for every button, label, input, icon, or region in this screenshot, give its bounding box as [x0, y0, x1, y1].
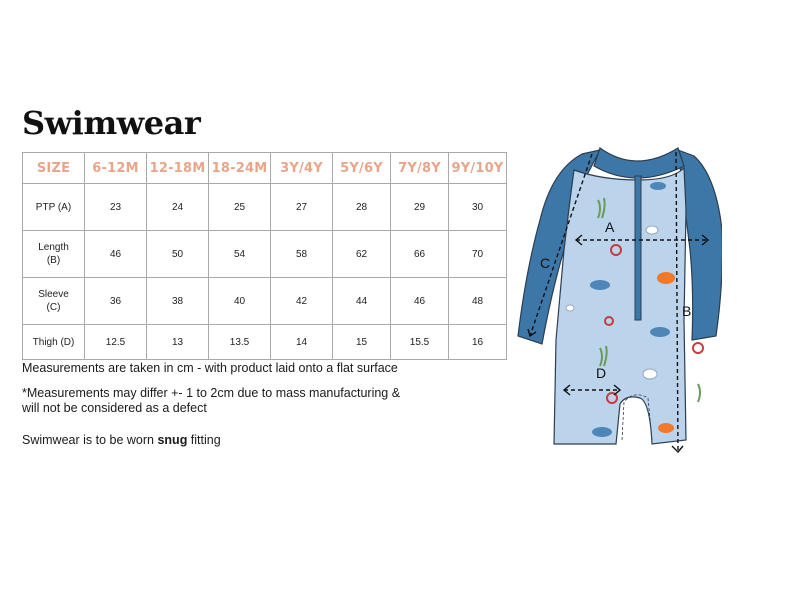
row-label: [23, 231, 85, 278]
table-cell: 23: [85, 184, 147, 231]
header-6-12m: 6-12M: [85, 153, 147, 184]
fit-note: [22, 433, 221, 448]
label-c: C: [540, 255, 551, 271]
life-ring-print: [693, 343, 703, 353]
table-cell: 48: [449, 278, 507, 325]
table-cell: 27: [271, 184, 333, 231]
whale-print: [590, 280, 610, 290]
whale-print: [650, 327, 670, 337]
collar: [594, 148, 684, 178]
header-3y-4y: 3Y/4Y: [271, 153, 333, 184]
variance-note-line1: *Measurements may differ +- 1 to 2cm due to mass manufacturing &: [22, 386, 401, 400]
row-label-line2: (B): [46, 255, 61, 266]
row-label-line1: Sleeve: [38, 289, 69, 300]
row-label-line2: (C): [46, 302, 61, 313]
measurement-note: Measurements are taken in cm - with product laid onto a flat surface: [22, 361, 398, 375]
variance-note: [22, 386, 400, 416]
table-header-row: [23, 153, 507, 184]
table-cell: 38: [147, 278, 209, 325]
header-12-18m: 12-18M: [147, 153, 209, 184]
header-18-24m: 18-24M: [209, 153, 271, 184]
table-cell: 66: [391, 231, 449, 278]
table-cell: 46: [85, 231, 147, 278]
variance-note-line2: will not be considered as a defect: [22, 401, 207, 415]
label-d: D: [596, 365, 607, 381]
table-cell: 15.5: [391, 325, 449, 360]
table-cell: 54: [209, 231, 271, 278]
row-label-line1: Length: [38, 242, 69, 253]
table-cell: 58: [271, 231, 333, 278]
size-chart-table: [22, 152, 507, 360]
table-cell: 14: [271, 325, 333, 360]
label-b: B: [682, 303, 692, 319]
zipper: [635, 176, 641, 320]
fish-print: [657, 272, 675, 284]
table-row-length: [23, 231, 507, 278]
table-cell: 24: [147, 184, 209, 231]
table-cell: 13: [147, 325, 209, 360]
table-row-sleeve: [23, 278, 507, 325]
header-size: SIZE: [23, 153, 85, 184]
row-label: [23, 278, 85, 325]
fit-note-bold: snug: [157, 433, 188, 447]
table-cell: 50: [147, 231, 209, 278]
row-label: PTP (A): [23, 184, 85, 231]
table-cell: 36: [85, 278, 147, 325]
crab-print: [646, 226, 658, 234]
table-cell: 44: [333, 278, 391, 325]
table-cell: 46: [391, 278, 449, 325]
table-cell: 25: [209, 184, 271, 231]
table-cell: 28: [333, 184, 391, 231]
fit-note-after: fitting: [187, 433, 221, 447]
table-cell: 13.5: [209, 325, 271, 360]
table-cell: 70: [449, 231, 507, 278]
header-7y-8y: 7Y/8Y: [391, 153, 449, 184]
shell-print: [566, 305, 574, 311]
seaweed-print: [698, 384, 700, 402]
table-cell: 42: [271, 278, 333, 325]
table-cell: 12.5: [85, 325, 147, 360]
header-5y-6y: 5Y/6Y: [333, 153, 391, 184]
table-cell: 16: [449, 325, 507, 360]
table-cell: 62: [333, 231, 391, 278]
fish-print: [658, 423, 674, 433]
page-title: Swimwear: [22, 104, 201, 142]
table-cell: 30: [449, 184, 507, 231]
header-9y-10y: 9Y/10Y: [449, 153, 507, 184]
table-cell: 40: [209, 278, 271, 325]
row-label: Thigh (D): [23, 325, 85, 360]
table-row-thigh: [23, 325, 507, 360]
whale-print: [650, 182, 666, 190]
table-cell: 29: [391, 184, 449, 231]
swimsuit-diagram: [512, 140, 722, 460]
table-row-ptp: [23, 184, 507, 231]
label-a: A: [605, 219, 615, 235]
whale-print: [592, 427, 612, 437]
crab-print: [643, 369, 657, 379]
table-cell: 15: [333, 325, 391, 360]
fit-note-before: Swimwear is to be worn: [22, 433, 158, 447]
